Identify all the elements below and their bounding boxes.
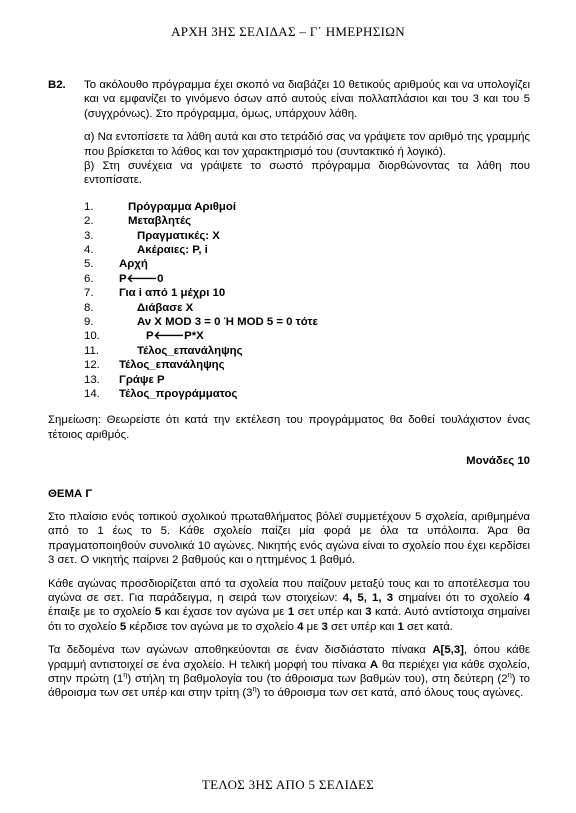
ordinal-superscript: η xyxy=(252,684,257,694)
text-run: , όπου κάθε γραμμή αντιστοιχεί σε ένα σχολείο. Η τελική μορφή του πίνακα xyxy=(48,644,531,671)
task-b: β) Στη συνέχεια να γράψετε το σωστό πρόγραμμα διορθώνοντας τα λάθη που εντοπίσατε. xyxy=(84,160,530,187)
code-text: Ρ🡐0 xyxy=(119,272,164,285)
code-text: Τέλος_επανάληψης xyxy=(119,359,225,372)
question-label: Β2. xyxy=(48,79,66,91)
code-text: Αρχή xyxy=(119,258,148,271)
page-footer: ΤΕΛΟΣ 3ΗΣ ΑΠΟ 5 ΣΕΛΙΔΕΣ xyxy=(201,777,375,792)
line-number: 5. xyxy=(84,258,94,271)
code-line xyxy=(84,229,530,243)
code-text: Γράψε Ρ xyxy=(119,373,165,386)
code-text: Τέλος_προγράμματος xyxy=(119,387,238,400)
array-name: Α[5,3] xyxy=(432,644,464,657)
code-line xyxy=(84,286,530,300)
question-b2 xyxy=(48,78,530,188)
text-run: ) το άθροισμα των σετ κατά, από όλους τους αγώνες. xyxy=(256,687,524,700)
code-listing xyxy=(84,200,530,401)
text-run: κέρδισε τον αγώνα με το σχολείο xyxy=(126,620,298,633)
code-text: Ρ🡐Ρ*Χ xyxy=(146,330,204,343)
line-number: 10. xyxy=(84,330,100,343)
theme-c-paragraph-2 xyxy=(48,577,530,635)
code-line xyxy=(84,200,530,214)
line-number: 11. xyxy=(84,344,99,357)
bold-number: 3 xyxy=(365,606,372,619)
ordinal-superscript: η xyxy=(123,670,128,680)
page-content xyxy=(48,78,530,701)
line-number: 6. xyxy=(84,272,94,285)
code-text: Διάβασε Χ xyxy=(137,301,194,314)
bold-number: 4 xyxy=(523,591,531,604)
code-text: Πραγματικές: Χ xyxy=(137,229,220,242)
bold-number: 5 xyxy=(119,620,127,633)
theme-c-title: ΘΕΜΑ Γ xyxy=(48,487,93,500)
text-run: με xyxy=(303,620,322,633)
bold-number: 4 xyxy=(297,620,304,633)
code-line xyxy=(84,373,530,387)
text-run: έπαιξε με το σχολείο xyxy=(48,606,155,619)
code-line xyxy=(84,358,530,372)
note-text: Σημείωση: Θεωρείστε ότι κατά την εκτέλεση του προγράμματος θα δοθεί τουλάχιστον ένας τέτοιος αριθμός. xyxy=(48,414,530,441)
line-number: 14. xyxy=(84,387,100,400)
code-text: Για i από 1 μέχρι 10 xyxy=(119,287,226,300)
task-a: α) Να εντοπίσετε τα λάθη αυτά και στο τετράδιό σας να γράψετε τον αριθμό της γραμμής που βρίσκεται το λάθος και τον χαρακτηρισμό του (συντακτικό ή λογικό). xyxy=(84,131,530,158)
code-text: Ακέραιες: Ρ, i xyxy=(137,244,208,257)
code-line xyxy=(84,387,530,401)
bold-number: 1 xyxy=(287,606,295,619)
code-line xyxy=(84,272,530,286)
code-line xyxy=(84,257,530,271)
code-text: Αν Χ MOD 3 = 0 Ή MOD 5 = 0 τότε xyxy=(137,315,318,328)
ordinal-superscript: η xyxy=(507,670,512,680)
array-name: Α xyxy=(369,658,379,671)
line-number: 3. xyxy=(84,229,94,242)
code-text: Μεταβλητές xyxy=(128,215,192,228)
text-run: ) στήλη τη βαθμολογία του (το άθροισμα των βαθμών του), στη δεύτερη (2 xyxy=(127,673,508,685)
bold-number: 5 xyxy=(154,606,162,619)
text-run: σημαίνει ότι το σχολείο xyxy=(393,591,524,604)
theme-c-paragraph-3 xyxy=(48,643,530,701)
text-run: και έχασε τον αγώνα με xyxy=(161,606,288,619)
bold-number: 3 xyxy=(321,620,328,633)
code-line xyxy=(84,344,530,358)
code-text: Πρόγραμμα Αριθμοί xyxy=(128,200,236,213)
text-run: Τα δεδομένα των αγώνων αποθηκεύονται σε έναν δισδιάστατο πίνακα xyxy=(48,644,433,657)
text-run: σετ κατά. xyxy=(403,620,453,633)
code-line xyxy=(84,329,530,343)
line-number: 13. xyxy=(84,373,100,386)
code-line xyxy=(84,243,530,257)
text-run: Κάθε αγώνας προσδιορίζεται από τα σχολεία που παίζουν μεταξύ τους και το αποτέλεσμα του αγώνα σε σετ. Για παράδειγμα, η σειρά των στοιχείων: xyxy=(48,577,530,604)
theme-c-paragraph-1: Στο πλαίσιο ενός τοπικού σχολικού πρωταθλήματος βόλεϊ συμμετέχουν 5 σχολεία, αριθμημένα από το 1 έως το 5. Κάθε σχολείο παίζει μία φορά με όλα τα υπόλοιπα. Άρα θα πραγματοποιηθούν συνολικά 10 αγώνες. Νικητής ενός αγώνα είναι το σχολείο που έχει κερδίσει 3 σετ. Ο νικητής παίρνει 2 βαθμούς και ο ηττημένος 1 βαθμό. xyxy=(48,510,530,567)
text-run: θα περιέχει για κάθε σχολείο, στην πρώτη (1 xyxy=(48,658,530,685)
line-number: 2. xyxy=(84,215,94,228)
line-number: 12. xyxy=(84,359,100,372)
line-number: 7. xyxy=(84,287,94,300)
line-number: 1. xyxy=(84,200,94,213)
line-number: 8. xyxy=(84,301,94,314)
question-body xyxy=(84,78,530,188)
line-number: 9. xyxy=(84,315,94,328)
bold-number: 1 xyxy=(397,620,404,633)
question-intro: Το ακόλουθο πρόγραμμα έχει σκοπό να διαβάζει 10 θετικούς αριθμούς και να υπολογίζει και να εμφανίζει το γινόμενο όσων από αυτούς είναι πολλαπλάσιοι και του 3 και του 5 (συγχρόνως). Στο πρόγραμμα, όμως, υπάρχουν λάθη. xyxy=(84,79,530,120)
code-line xyxy=(84,214,530,228)
code-text: Τέλος_επανάληψης xyxy=(137,344,243,357)
points-label: Μονάδες 10 xyxy=(466,455,530,468)
text-run: σετ υπέρ και xyxy=(327,620,398,633)
code-line xyxy=(84,301,530,315)
example-sequence: 4, 5, 1, 3 xyxy=(342,591,394,604)
line-number: 4. xyxy=(84,244,94,257)
text-run: κατά. Αυτό αντίστοιχα σημαίνει ότι το σχολείο xyxy=(48,606,530,633)
text-run: ) το άθροισμα των σετ υπέρ και στην τρίτη (3 xyxy=(48,673,530,700)
text-run: σετ υπέρ και xyxy=(294,606,366,619)
page-header: ΑΡΧΗ 3ΗΣ ΣΕΛΙΔΑΣ – Γ΄ ΗΜΕΡΗΣΙΩΝ xyxy=(171,24,405,39)
code-line xyxy=(84,315,530,329)
